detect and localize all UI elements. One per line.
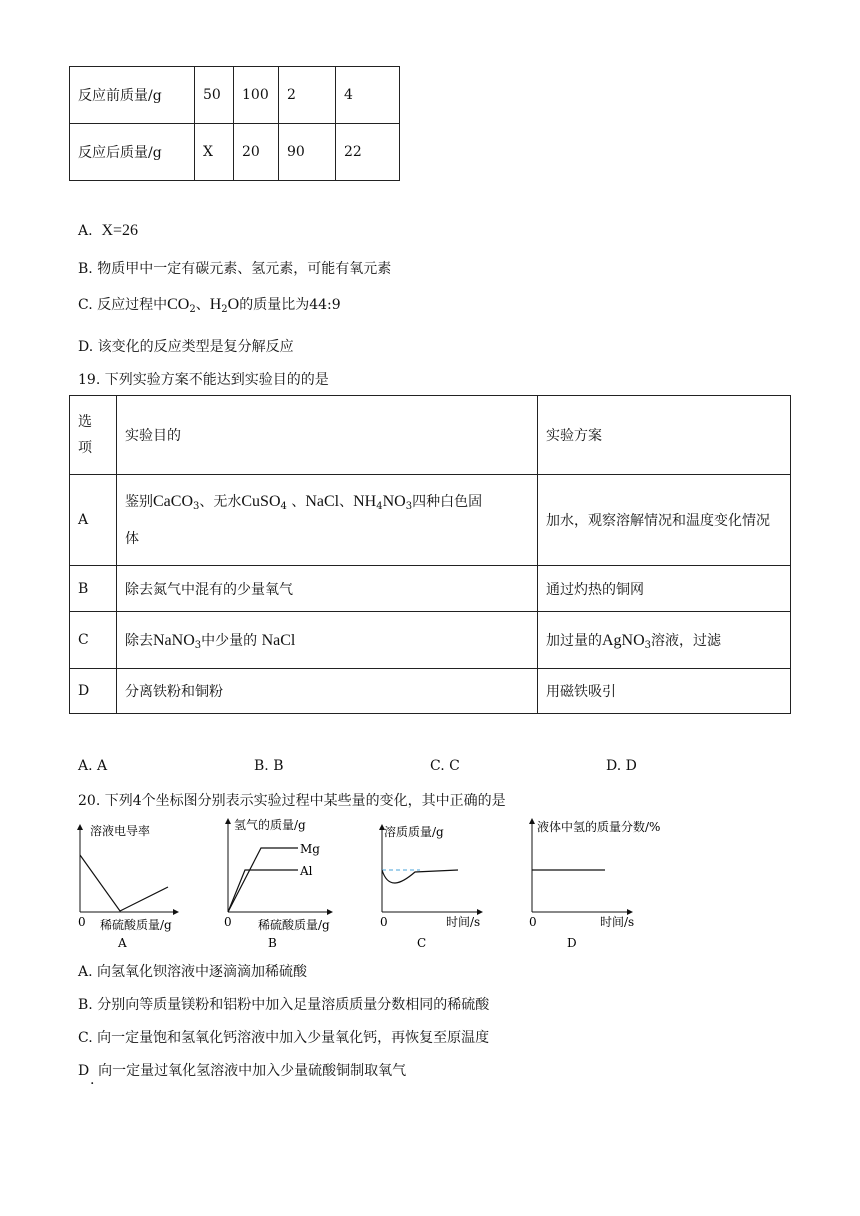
graph-d <box>529 819 660 950</box>
graph-d-ylabel: 液体中氢的质量分数/% <box>537 820 661 834</box>
q20-option-d: D 向一定量过氧化氢溶液中加入少量硫酸铜制取氧气 <box>78 1063 407 1079</box>
q18-option-c: C. 反应过程中$CO_2$、$H_2O$的质量比为44:9 <box>78 296 341 315</box>
row-option: B <box>70 566 117 612</box>
graph-c-caption: C <box>417 936 427 950</box>
row-label: 反应前质量/g <box>70 67 195 124</box>
row-plan: 通过灼热的铜网 <box>538 566 791 612</box>
table-cell: 22 <box>336 124 400 181</box>
graph-d-origin: 0 <box>529 915 537 929</box>
q19-choice-d: D. D <box>606 758 637 774</box>
graph-a-ylabel: 溶液电导率 <box>90 824 151 838</box>
graph-c-xlabel: 时间/s <box>446 915 481 929</box>
row-goal: 除去NaNO$_3$中少量的 NaCl <box>117 612 538 669</box>
q18-option-a: A. X=26 <box>78 222 139 239</box>
row-option: C <box>70 612 117 669</box>
q18-option-b: B. 物质甲中一定有碳元素、氢元素，可能有氧元素 <box>78 261 392 277</box>
graph-b-ylabel: 氢气的质量/g <box>234 818 306 832</box>
row-option: A <box>70 475 117 566</box>
table-cell: 50 <box>195 67 234 124</box>
row-plan: 加过量的AgNO$_3$溶液，过滤 <box>538 612 791 669</box>
table-cell: 100 <box>234 67 279 124</box>
graph-b-caption: B <box>268 936 277 950</box>
q20-option-a: A. 向氢氧化钡溶液中逐滴滴加稀硫酸 <box>78 964 308 980</box>
graph-a <box>78 823 178 950</box>
graph-c-curve <box>382 870 458 883</box>
q18-option-d: D. 该变化的反应类型是复分解反应 <box>78 339 294 355</box>
graph-a-caption: A <box>118 936 127 950</box>
graph-a-curve <box>80 855 168 911</box>
graph-d-xlabel: 时间/s <box>600 915 635 929</box>
q20-option-c: C. 向一定量饱和氢氧化钙溶液中加入少量氧化钙，再恢复至原温度 <box>78 1030 490 1046</box>
graph-b-origin: 0 <box>224 915 232 929</box>
graph-a-origin: 0 <box>78 915 86 929</box>
graph-c-ylabel: 溶质质量/g <box>384 825 444 839</box>
header-goal: 实验目的 <box>117 396 538 475</box>
q20-option-b: B. 分别向等质量镁粉和铝粉中加入足量溶质质量分数相同的稀硫酸 <box>78 997 490 1013</box>
row-option: D <box>70 669 117 714</box>
graph-b <box>224 817 332 950</box>
table-cell: 4 <box>336 67 400 124</box>
experiment-table <box>69 395 791 714</box>
header-option: 选 项 <box>70 396 117 475</box>
q20-stem: 20. 下列4个坐标图分别表示实验过程中某些量的变化，其中正确的是 <box>78 793 506 809</box>
table-cell: X <box>195 124 234 181</box>
graph-b-mg-line <box>228 848 298 912</box>
graph-a-xlabel: 稀硫酸质量/g <box>100 918 172 932</box>
q19-choice-c: C. C <box>430 758 460 774</box>
row-label: 反应后质量/g <box>70 124 195 181</box>
row-goal: 分离铁粉和铜粉 <box>117 669 538 714</box>
graph-c-origin: 0 <box>380 915 388 929</box>
q20-option-d-dot: . <box>90 1072 95 1088</box>
row-goal: 除去氮气中混有的少量氧气 <box>117 566 538 612</box>
graph-b-series-al: Al <box>300 864 313 878</box>
q19-stem: 19. 下列实验方案不能达到实验目的的是 <box>78 372 329 388</box>
row-goal: 鉴别CaCO$_3$、无水CuSO$_4$ 、NaCl、$NH_4NO_3$四种白色固 体 <box>117 475 538 566</box>
q19-choice-a: A. A <box>78 758 108 774</box>
mass-table <box>69 66 400 181</box>
graph-b-series-mg: Mg <box>300 842 320 856</box>
row-plan: 用磁铁吸引 <box>538 669 791 714</box>
graphs-figure <box>70 815 690 955</box>
graph-c <box>380 824 482 950</box>
table-cell: 2 <box>279 67 336 124</box>
table-cell: 20 <box>234 124 279 181</box>
table-cell: 90 <box>279 124 336 181</box>
q19-choice-b: B. B <box>254 758 284 774</box>
row-plan: 加水，观察溶解情况和温度变化情况 <box>538 475 791 566</box>
graph-b-xlabel: 稀硫酸质量/g <box>258 918 330 932</box>
header-plan: 实验方案 <box>538 396 791 475</box>
graph-d-caption: D <box>567 936 577 950</box>
